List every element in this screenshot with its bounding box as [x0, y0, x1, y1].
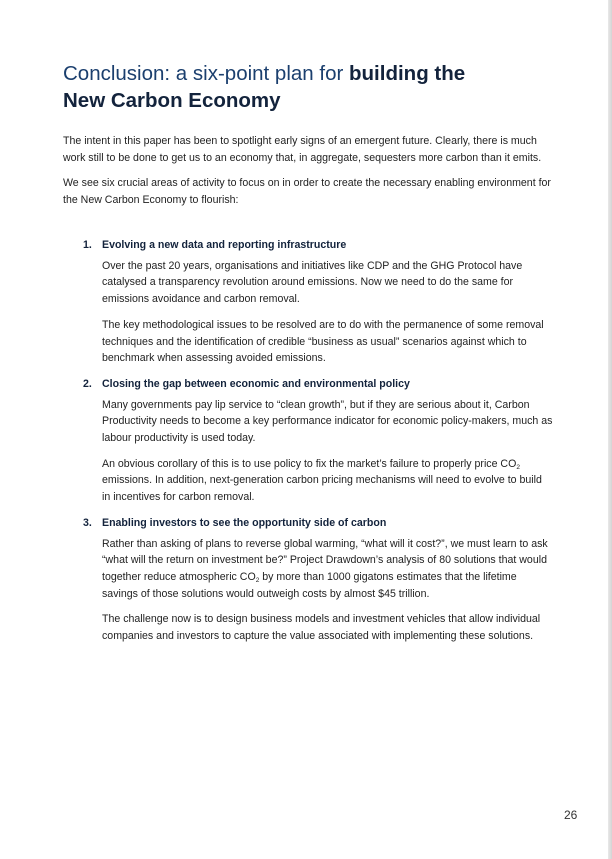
text-run: Rather than asking of plans to reverse global warming, “what will it cost?”, we must learn to ask “what will the return on investment be?” Project Drawdown’s analysis of 80 solutions that would together reduce atmospheric CO — [102, 537, 548, 583]
title-bold-line2: New Carbon Economy — [63, 89, 281, 112]
list-item — [63, 237, 553, 367]
item-paragraph: The challenge now is to design business models and investment vehicles that allow individual companies and investors to capture the value associated with implementing these solutions. — [102, 613, 541, 643]
item-paragraph — [102, 536, 553, 603]
text-run: emissions. In addition, next-generation carbon pricing mechanisms will need to evolve to build in incentives for carbon removal. — [102, 474, 542, 504]
page-edge — [608, 0, 612, 859]
plan-list — [63, 237, 553, 645]
page-number: 26 — [564, 808, 578, 822]
intro — [63, 133, 553, 209]
item-number: 1. — [83, 239, 92, 251]
list-item — [63, 515, 553, 645]
item-heading: Enabling investors to see the opportunity side of carbon — [102, 516, 387, 529]
page-title — [63, 60, 563, 114]
item-heading: Evolving a new data and reporting infrastructure — [102, 239, 347, 251]
subscript: 2 — [255, 576, 260, 584]
title-regular: Conclusion: a six-point plan for — [63, 62, 350, 85]
item-paragraph: Over the past 20 years, organisations and initiatives like CDP and the GHG Protocol have catalysed a transparency revolution around emissions. Now we need to do the same for emissions avoidance and carbon removal. — [102, 259, 523, 306]
text-run: An obvious corollary of this is to use policy to fix the market’s failure to properly price CO — [102, 457, 517, 470]
item-paragraph — [102, 456, 553, 506]
title-bold-line1: building the — [349, 62, 466, 85]
item-heading: Closing the gap between economic and environmental policy — [102, 377, 410, 390]
text-run: by more than 1000 gigatons estimates that the lifetime savings of those solutions would outweigh costs by almost $45 trillion. — [102, 570, 517, 600]
item-number: 3. — [83, 516, 92, 529]
item-paragraph: The key methodological issues to be resolved are to do with the permanence of some removal techniques and the identification of credible “business as usual” scenarios against which to benchmark when assessing avoided emissions. — [102, 318, 544, 365]
intro-paragraph: We see six crucial areas of activity to focus on in order to create the necessary enabling environment for the New Carbon Economy to flourish: — [63, 177, 551, 207]
item-paragraph: Many governments pay lip service to “clean growth”, but if they are serious about it, Carbon Productivity needs to become a key performance indicator for economic policy-makers, much as labour productivity is used today. — [102, 398, 553, 445]
intro-paragraph: The intent in this paper has been to spotlight early signs of an emergent future. Clearly, there is much work still to be done to get us to an economy that, in aggregate, sequesters more carbon than it emits. — [63, 135, 542, 164]
list-item — [63, 376, 553, 506]
item-number: 2. — [83, 377, 92, 390]
subscript: 2 — [516, 463, 520, 471]
